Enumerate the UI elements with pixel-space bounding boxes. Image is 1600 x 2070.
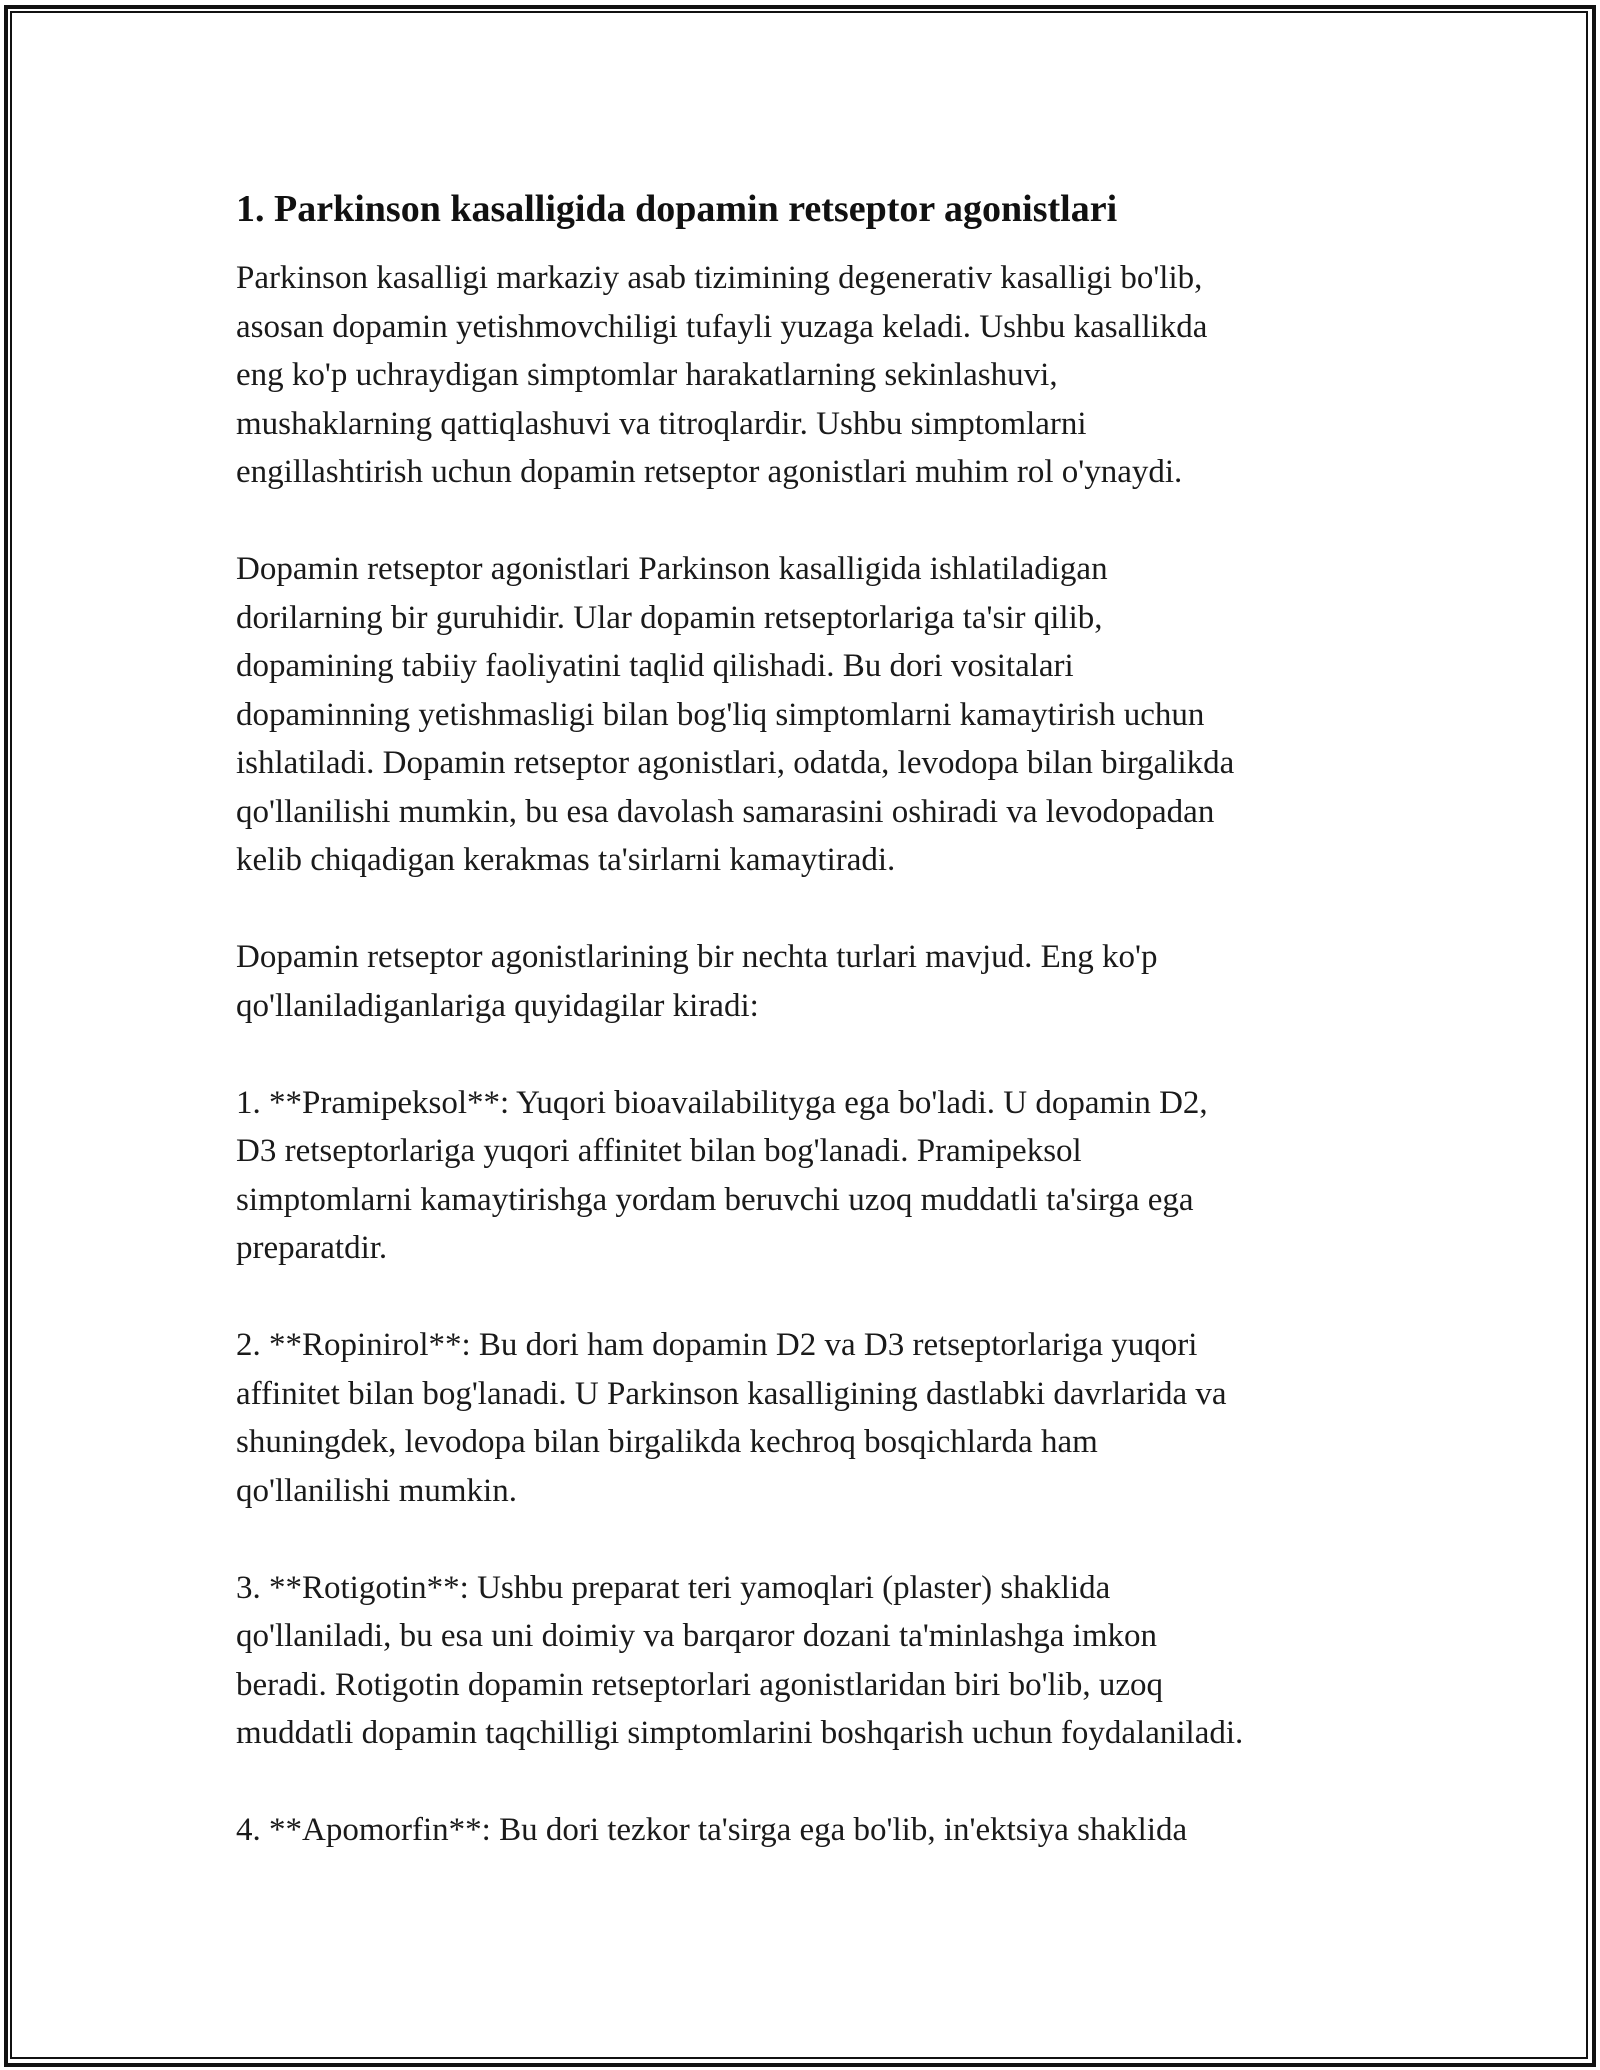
list-item-rotigotin: 3. **Rotigotin**: Ushbu preparat teri yamoqlari (plaster) shaklida qo'llaniladi, bu esa uni doimiy va barqaror dozani ta'minlashga imkon beradi. Rotigotin dopamin retseptorlari agonistlaridan biri bo'lib, uzoq muddatli dopamin taqchilligi simptomlarini boshqarish uchun foydalaniladi. [236, 1569, 1244, 1751]
list-item-pramipeksol: 1. **Pramipeksol**: Yuqori bioavailabilityga ega bo'ladi. U dopamin D2, D3 retseptorlariga yuqori affinitet bilan bog'lanadi. Pramipeksol simptomlarni kamaytirishga yordam beruvchi uzoq muddatli ta'sirga ega preparatdir. [236, 1084, 1208, 1266]
document-heading: 1. Parkinson kasalligida dopamin retseptor agonistlari [236, 188, 1118, 230]
paragraph-types-intro: Dopamin retseptor agonistlarining bir nechta turlari mavjud. Eng ko'p qo'llaniladiganlariga quyidagilar kiradi: [236, 939, 1158, 1024]
list-item-ropinirol: 2. **Ropinirol**: Bu dori ham dopamin D2 va D3 retseptorlariga yuqori affinitet bilan bog'lanadi. U Parkinson kasalligining dastlabki davrlarida va shuningdek, levodopa bilan birgalikda kechroq bosqichlarda ham qo'llanilishi mumkin. [236, 1327, 1227, 1509]
paragraph-intro: Parkinson kasalligi markaziy asab tizimining degenerativ kasalligi bo'lib, asosan dopamin yetishmovchiligi tufayli yuzaga keladi. Ushbu kasallikda eng ko'p uchraydigan simptomlar harakatlarning sekinlashuvi, mushaklarning qattiqlashuvi va titroqlardir. Ushbu simptomlarni engillashtirish uchun dopamin retseptor agonistlari muhim rol o'ynaydi. [236, 260, 1208, 490]
list-item-apomorfin: 4. **Apomorfin**: Bu dori tezkor ta'sirga ega bo'lib, in'ektsiya shaklida [236, 1812, 1188, 1848]
paragraph-agonists-overview: Dopamin retseptor agonistlari Parkinson kasalligida ishlatiladigan dorilarning bir guruhidir. Ular dopamin retseptorlariga ta'sir qilib, dopamining tabiiy faoliyatini taqlid qilishadi. Bu dori vositalari dopaminning yetishmasligi bilan bog'liq simptomlarni kamaytirish uchun ishlatiladi. Dopamin retseptor agonistlari, odatda, levodopa bilan birgalikda qo'llanilishi mumkin, bu esa davolash samarasini oshiradi va levodopadan kelib chiqadigan kerakmas ta'sirlarni kamaytiradi. [236, 551, 1235, 878]
document-body [236, 186, 1386, 1903]
